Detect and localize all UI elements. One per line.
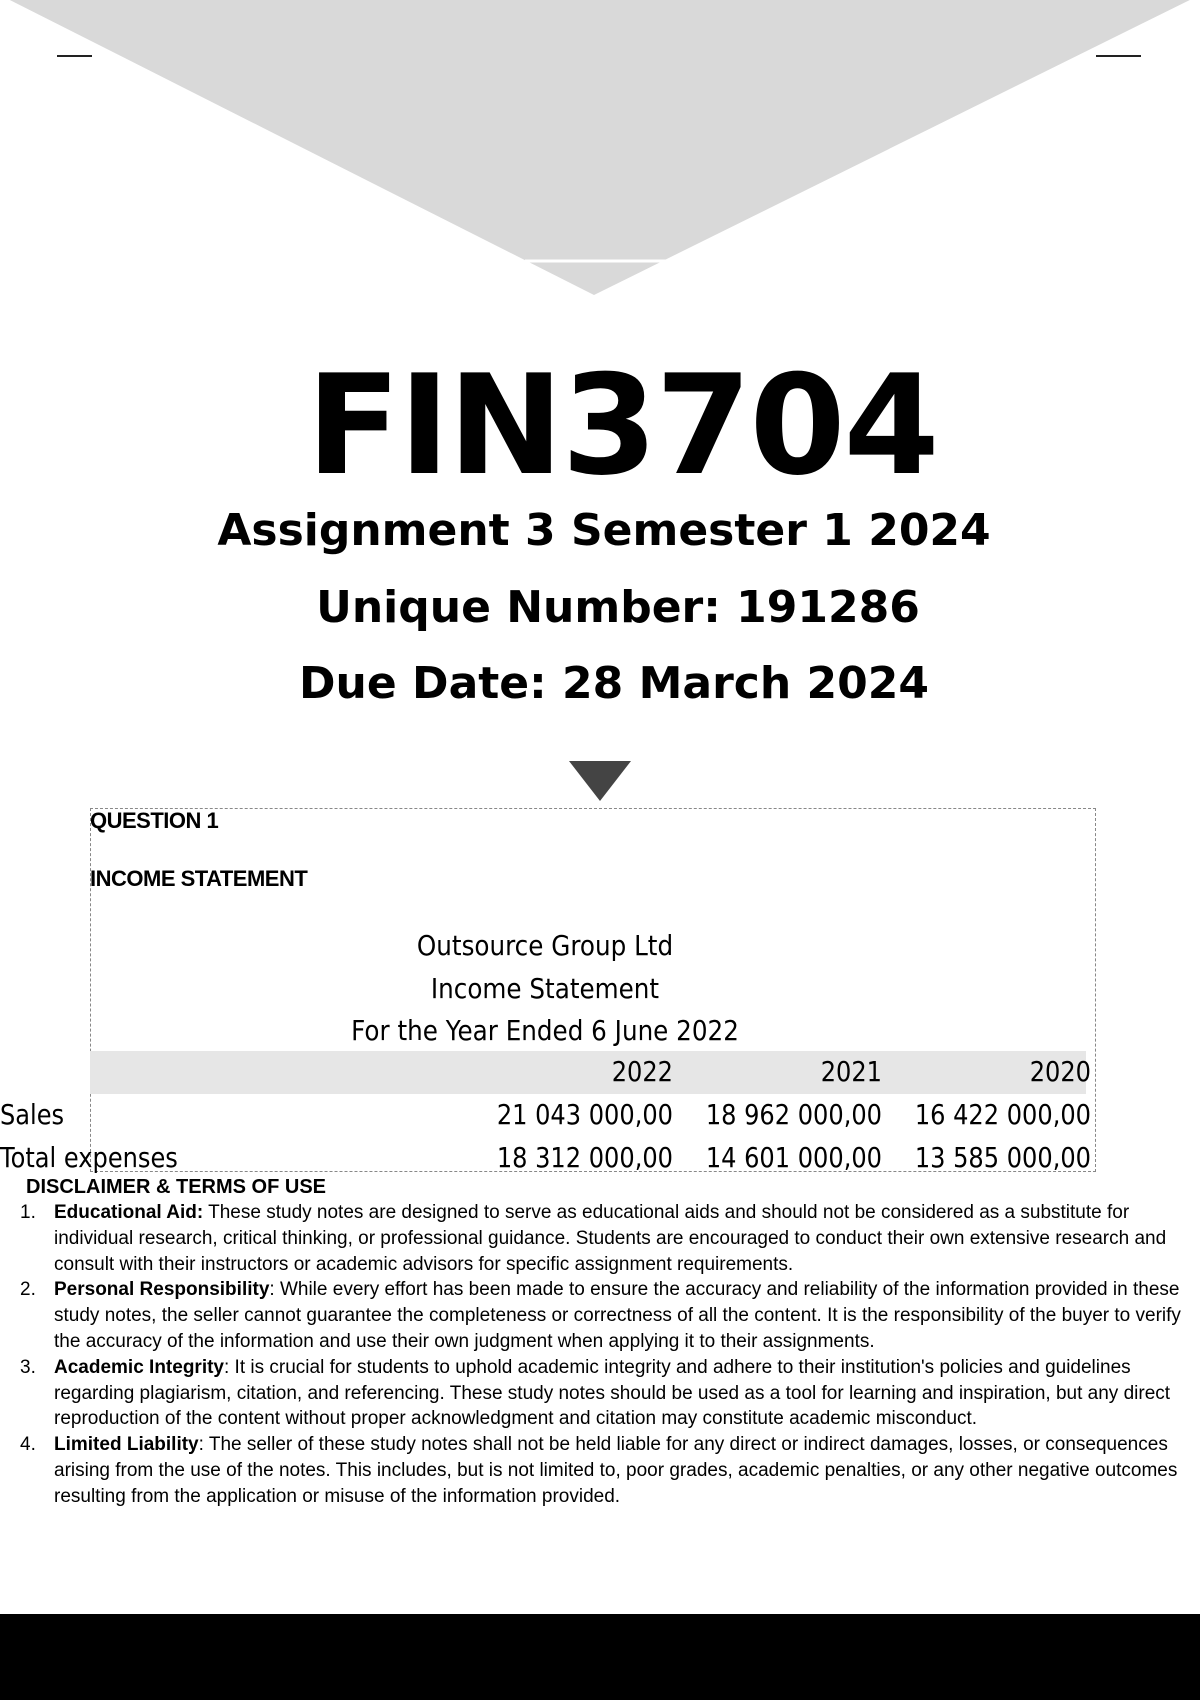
- company-name: Outsource Group Ltd: [416, 929, 674, 962]
- section-heading: INCOME STATEMENT: [90, 866, 308, 891]
- unique-number: Unique Number: 191286: [316, 582, 920, 633]
- year-header: 2022: [611, 1055, 673, 1088]
- item-text: : The seller of these study notes shall not be held liable for any direct or indirect damages, losses, or consequences arising from the use of the notes. This includes, but is not limited to, poor grades, academic penalties, or any other negative outcomes resulting from the application or misuse of the information provided.: [54, 1434, 1178, 1507]
- table-cell: 18 962 000,00: [705, 1098, 882, 1131]
- header-rule-right: [1096, 55, 1141, 57]
- item-heading: Academic Integrity: [54, 1356, 224, 1378]
- table-cell: 14 601 000,00: [705, 1141, 882, 1174]
- year-header: 2020: [1029, 1055, 1091, 1088]
- statement-period: For the Year Ended 6 June 2022: [351, 1014, 739, 1047]
- item-text: : While every effort has been made to ensure the accuracy and reliability of the information provided in these study notes, the seller cannot guarantee the completeness or correctness of all the content. It is the responsibility of the buyer to verify the accuracy of the information and use their own judgment when applying it to their assignments.: [54, 1279, 1181, 1352]
- item-text: These study notes are designed to serve as educational aids and should not be considered as a substitute for individual research, critical thinking, or professional guidance. Students are encouraged to conduct their own extensive research and consult with their instructors or academic advisors for specific assignment requirements.: [54, 1202, 1167, 1275]
- disclaimer-list: [0, 1200, 1190, 1510]
- item-number: 1.: [20, 1202, 36, 1223]
- cover-banner-triangle: [0, 0, 1200, 310]
- item-number: 3.: [20, 1356, 36, 1378]
- bottom-black-bar: [0, 1614, 1200, 1700]
- header-rule-left: [57, 55, 92, 57]
- table-cell: 21 043 000,00: [496, 1098, 673, 1131]
- assignment-title: Assignment 3 Semester 1 2024: [217, 505, 991, 556]
- item-heading: Personal Responsibility: [54, 1279, 270, 1301]
- due-date: Due Date: 28 March 2024: [299, 658, 929, 709]
- item-heading: Limited Liability: [54, 1434, 199, 1456]
- row-label-total-expenses: Total expenses: [0, 1141, 178, 1174]
- disclaimer-item: [0, 1432, 1190, 1509]
- item-heading: Educational Aid:: [54, 1202, 204, 1223]
- down-triangle-icon: [569, 761, 631, 801]
- disclaimer-title: DISCLAIMER & TERMS OF USE: [26, 1176, 327, 1198]
- question-label: QUESTION 1: [90, 808, 219, 833]
- table-cell: 16 422 000,00: [914, 1098, 1091, 1131]
- year-header: 2021: [820, 1055, 882, 1088]
- item-number: 4.: [20, 1434, 36, 1456]
- table-cell: 13 585 000,00: [914, 1141, 1091, 1174]
- item-number: 2.: [20, 1279, 36, 1301]
- disclaimer-item: [0, 1355, 1190, 1432]
- row-label-sales: Sales: [0, 1098, 65, 1131]
- disclaimer-item: [0, 1200, 1190, 1277]
- item-text: : It is crucial for students to uphold academic integrity and adhere to their institution's policies and guidelines regarding plagiarism, citation, and referencing. These study notes should be used as a tool for learning and inspiration, but any direct reproduction of the content without proper acknowledgment and citation may constitute academic misconduct.: [54, 1356, 1171, 1430]
- statement-title: Income Statement: [430, 972, 660, 1005]
- course-code: FIN3704: [306, 345, 938, 506]
- table-cell: 18 312 000,00: [496, 1141, 673, 1174]
- disclaimer-item: [0, 1277, 1190, 1354]
